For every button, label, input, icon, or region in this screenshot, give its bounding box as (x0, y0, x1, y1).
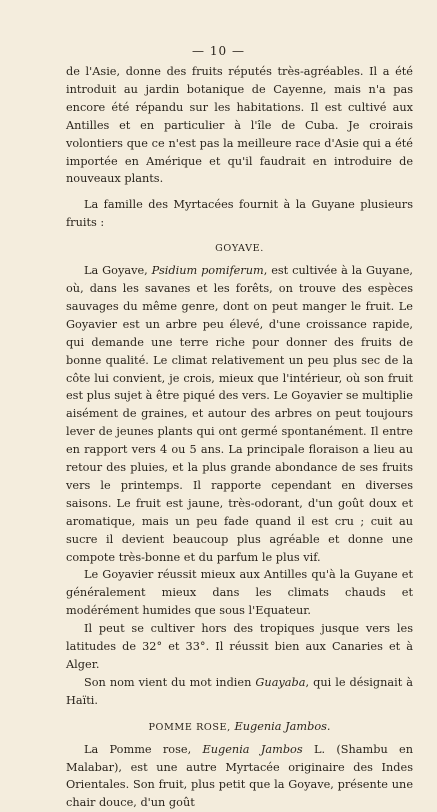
latin-name: Psidium pomiferum (151, 264, 264, 278)
text-run: , qui le désignait à Haïti. (66, 675, 413, 707)
paragraph-goyave (66, 262, 413, 566)
paragraph-continuation: de l'Asie, donne des fruits réputés très-agréables. Il a été introduit au jardin botanique de Cayenne, mais n'a pas encore été répandu sur les habitations. Il est cultivé aux Antilles et en particulier à l'île de Cuba. Je croirais volontiers que ce n'est pas la meilleure race d'Asie qui a été importée en Amérique et qu'il faudrait en introduire de nouveaux plants. (66, 65, 413, 186)
text-run: L. (Shambu en Malabar), est une autre Myrtacée originaire des Indes Orientales. Son fruit, plus petit que la Goyave, présente une chair douce, d'un goût (66, 742, 413, 810)
heading-text: POMME ROSE, (148, 721, 235, 733)
paragraph-antilles: Le Goyavier réussit mieux aux Antilles qu'à la Guyane et généralement mieux dans les climats chauds et modérément humides que sous l'Equateur. (66, 568, 413, 618)
section-heading-pomme-rose (66, 718, 413, 737)
section-heading-goyave: GOYAVE. (215, 243, 264, 255)
indian-word: Guayaba (255, 675, 306, 689)
text-run: Son nom vient du mot indien (84, 675, 256, 689)
paragraph-latitudes: Il peut se cultiver hors des tropiques jusque vers les latitudes de 32° et 33°. Il réussit bien aux Canaries et à Alger. (66, 622, 413, 671)
text-run: La Goyave, (84, 264, 152, 278)
page-number-header: — 10 — (192, 44, 245, 58)
paragraph-name-origin (66, 674, 413, 710)
latin-name: Eugenia Jambos. (234, 719, 331, 733)
paragraph-pomme-rose (66, 741, 413, 812)
text-run: La Pomme rose, (84, 742, 203, 756)
text-run: , est cultivée à la Guyane, où, dans les savanes et les forêts, on trouve des espèces sauvages du même genre, dont on peut manger le fruit. Le Goyavier est un arbre peu élevé, d'une croissance rapide, qui demande une terre riche pour donner des fruits de bonne qualité. Le climat relativement un peu plus sec de la côte lui convient, je crois, mieux que l'intérieur, où son fruit est plus sujet à être piqué des vers. Le Goyavier se multiplie aisément de graines, et autour des arbres on peut toujours lever de jeunes plants qui ont germé spontanément. Il entre en rapport vers 4 ou 5 ans. La principale floraison a lieu au retour des pluies, et la plus grande abondance de ses fruits vers le printemps. Il rapporte cependant en diverses saisons. Le fruit est jaune, très-odorant, d'un goût doux et aromatique, mais un peu fade quand il est cru ; cuit au sucre il devient beaucoup plus agréable et donne une compote très-bonne et du parfum le plus vif. (66, 264, 413, 564)
latin-name: Eugenia Jambos (202, 742, 303, 756)
page-body (66, 63, 413, 812)
paragraph-family-intro: La famille des Myrtacées fournit à la Guyane plusieurs fruits : (66, 198, 413, 230)
